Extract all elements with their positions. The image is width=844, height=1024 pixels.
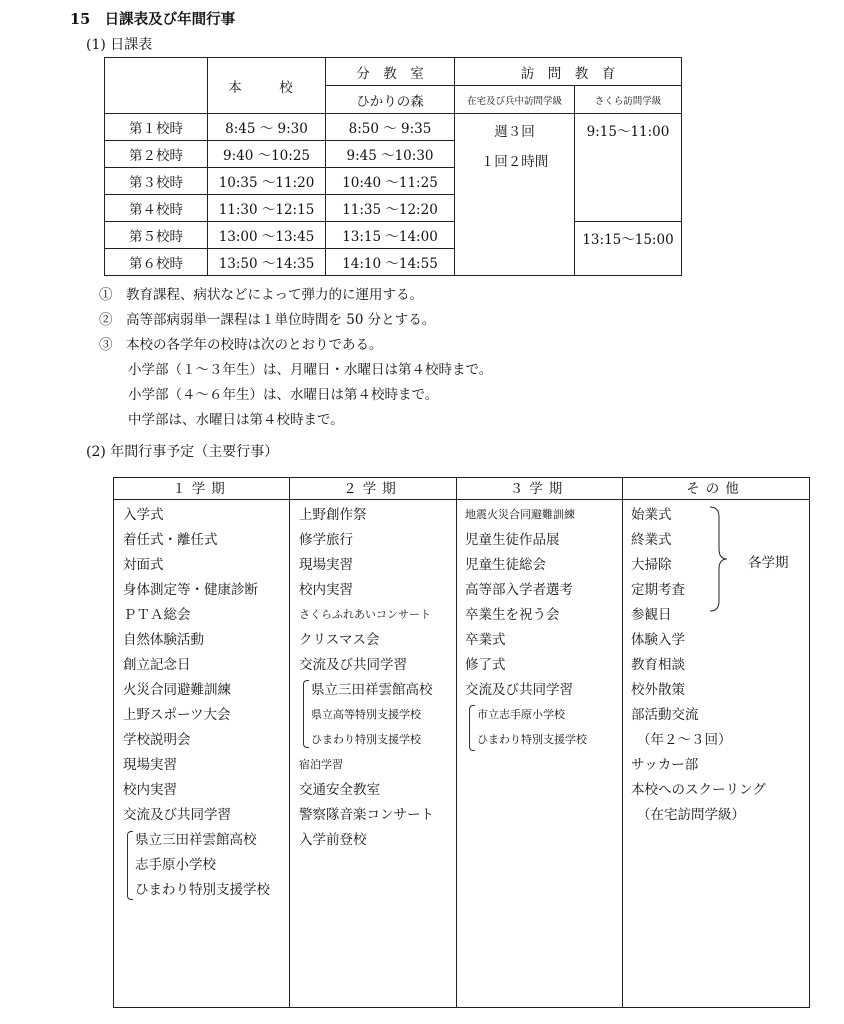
event-item: 大掃除 [631, 557, 672, 573]
event-item: 卒業生を祝う会 [465, 607, 560, 623]
exchange-school: 県立三田祥雲館高校 [135, 832, 257, 848]
annual-events-table [113, 477, 810, 1008]
event-item: 現場実習 [299, 557, 353, 573]
exchange-school: 県立三田祥雲館高校 [311, 682, 433, 698]
each-term-brace-icon [708, 505, 732, 615]
event-item: 終業式 [631, 532, 672, 548]
event-item: 校内実習 [123, 782, 177, 798]
note-1: ① 教育課程、病状などによって弾力的に運用する。 [99, 287, 423, 303]
event-item: 教育相談 [631, 657, 685, 673]
event-item: 始業式 [631, 507, 672, 523]
event-item: ＰＴＡ総会 [123, 607, 191, 623]
event-item: 火災合同避難訓練 [123, 682, 231, 698]
main-time: 8:45 〜 9:30 [208, 114, 326, 141]
event-item: 交通安全教室 [299, 782, 380, 798]
event-item: 児童生徒作品展 [465, 532, 560, 548]
note-3b: 小学部（４〜６年生）は、水曜日は第４校時まで。 [128, 387, 439, 403]
branch-time: 10:40 〜11:25 [326, 168, 455, 195]
event-item: 部活動交流 [631, 707, 699, 723]
note-2: ② 高等部病弱単一課程は１単位時間を 50 分とする。 [99, 312, 436, 328]
header-main-campus: 本 校 [208, 58, 326, 114]
event-item: 卒業式 [465, 632, 506, 648]
period-label: 第１校時 [105, 114, 208, 141]
term-2-exchange-bracket [303, 680, 309, 748]
column-divider [456, 478, 457, 1007]
event-note: （在宅訪問学級） [637, 807, 745, 823]
visit-home-frequency: 週３回 [494, 124, 535, 140]
exchange-school: ひまわり特別支援学校 [311, 733, 421, 746]
header-term-2: ２学期 [289, 478, 456, 500]
event-item: 身体測定等・健康診断 [123, 582, 258, 598]
period-label: 第２校時 [105, 141, 208, 168]
main-time: 13:50 〜14:35 [208, 249, 326, 276]
event-item: サッカー部 [631, 757, 699, 773]
exchange-school: ひまわり特別支援学校 [477, 733, 587, 746]
period-label: 第５校時 [105, 222, 208, 249]
exchange-school: ひまわり特別支援学校 [135, 882, 270, 898]
column-divider [289, 478, 290, 1007]
note-3a: 小学部（１〜３年生）は、月曜日・水曜日は第４校時まで。 [128, 362, 493, 378]
header-term-1: １学期 [114, 478, 289, 500]
event-item: 上野スポーツ大会 [123, 707, 231, 723]
event-item: 警察隊音楽コンサート [299, 807, 434, 823]
event-item: 入学式 [123, 507, 164, 523]
main-time: 10:35 〜11:20 [208, 168, 326, 195]
exchange-school: 市立志手原小学校 [477, 708, 565, 721]
event-item: 修学旅行 [299, 532, 353, 548]
term-1-list [123, 506, 270, 906]
visit-home-duration: １回２時間 [480, 154, 549, 170]
event-item: 上野創作祭 [299, 507, 367, 523]
term-1-exchange-bracket [127, 831, 133, 900]
event-item: 児童生徒総会 [465, 557, 546, 573]
event-item: 入学前登校 [299, 832, 367, 848]
event-item: さくらふれあいコンサート [299, 608, 431, 621]
section-events-title: (2) 年間行事予定（主要行事） [86, 444, 279, 460]
header-visit-sakura: さくら訪問学級 [575, 86, 682, 114]
main-time: 11:30 〜12:15 [208, 195, 326, 222]
event-item: 交流及び共同学習 [299, 657, 407, 673]
main-time: 13:00 〜13:45 [208, 222, 326, 249]
term-3-list [465, 506, 587, 756]
event-item: 本校へのスクーリング [631, 782, 766, 798]
event-item: 交流及び共同学習 [123, 807, 231, 823]
event-item: 校内実習 [299, 582, 353, 598]
period-label: 第３校時 [105, 168, 208, 195]
section-timetable-title: (1) 日課表 [86, 37, 153, 53]
period-label: 第４校時 [105, 195, 208, 222]
event-item: 創立記念日 [123, 657, 191, 673]
event-note: （年２〜３回） [637, 732, 732, 748]
period-label: 第６校時 [105, 249, 208, 276]
header-branch: 分 教 室 [326, 58, 455, 86]
header-visit: 訪 問 教 育 [455, 58, 682, 86]
event-item: 定期考査 [631, 582, 685, 598]
exchange-school: 県立高等特別支援学校 [311, 708, 421, 721]
event-item: 対面式 [123, 557, 164, 573]
event-item: 高等部入学者選考 [465, 582, 573, 598]
visit-home-cell [455, 114, 575, 276]
other-list [631, 506, 766, 831]
event-item: 自然体験活動 [123, 632, 204, 648]
branch-time: 8:50 〜 9:35 [326, 114, 455, 141]
event-item: 参観日 [631, 607, 672, 623]
event-item: 現場実習 [123, 757, 177, 773]
header-visit-home: 在宅及び兵中訪問学級 [455, 86, 575, 114]
visit-sakura-pm: 13:15〜15:00 [575, 222, 682, 276]
event-item: 着任式・離任式 [123, 532, 218, 548]
term-3-exchange-bracket [469, 705, 475, 751]
branch-time: 14:10 〜14:55 [326, 249, 455, 276]
event-item: 修了式 [465, 657, 506, 673]
each-term-label: 各学期 [748, 555, 789, 571]
branch-time: 9:45 〜10:30 [326, 141, 455, 168]
branch-time: 11:35 〜12:20 [326, 195, 455, 222]
branch-time: 13:15 〜14:00 [326, 222, 455, 249]
event-item: クリスマス会 [299, 632, 380, 648]
header-term-3: ３学期 [456, 478, 622, 500]
timetable-corner-cell [105, 58, 208, 114]
main-time: 9:40 〜10:25 [208, 141, 326, 168]
header-other: その他 [622, 478, 809, 500]
page-heading: 15 日課表及び年間行事 [70, 11, 236, 28]
note-3: ③ 本校の各学年の校時は次のとおりである。 [99, 337, 383, 353]
header-branch-sub: ひかりの森 [326, 86, 455, 114]
event-item: 体験入学 [631, 632, 685, 648]
event-item: 交流及び共同学習 [465, 682, 573, 698]
event-item: 地震火災合同避難訓練 [465, 508, 575, 521]
event-item: 宿泊学習 [299, 758, 343, 771]
column-divider [622, 478, 623, 1007]
event-item: 学校説明会 [123, 732, 191, 748]
event-item: 校外散策 [631, 682, 685, 698]
note-3c: 中学部は、水曜日は第４校時まで。 [128, 412, 344, 428]
visit-sakura-am: 9:15〜11:00 [575, 114, 682, 222]
timetable [104, 57, 682, 276]
exchange-school: 志手原小学校 [135, 857, 216, 873]
term-2-list [299, 506, 434, 856]
